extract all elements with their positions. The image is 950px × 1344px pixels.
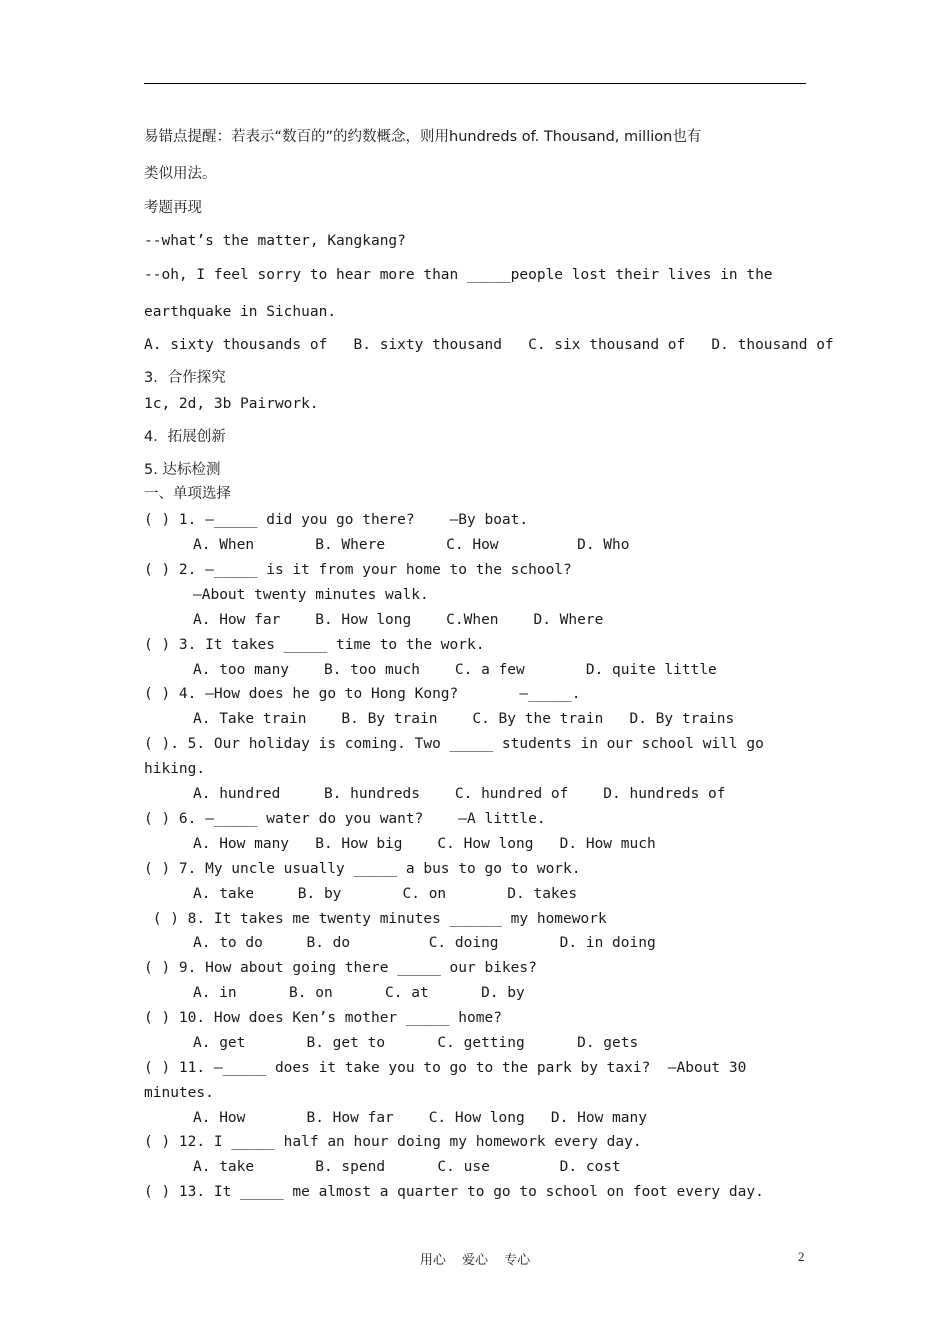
section-5-heading: 5. 达标检测 [144,462,221,478]
tip-line: 易错点提醒：若表示“数百的”的约数概念，则用hundreds of. Thousand, million也有 [144,129,702,145]
question-2: ( ) 2. —_____ is it from your home to the school? [144,562,572,578]
exam-question-b: --oh, I feel sorry to hear more than _____people lost their lives in the [144,267,773,283]
question-9: ( ) 9. How about going there _____ our bikes? [144,960,537,976]
tip-line-2: 类似用法。 [144,166,217,182]
question-10-options: A. get B. get to C. getting D. gets [193,1035,639,1051]
question-11-cont: minutes. [144,1085,214,1101]
question-12: ( ) 12. I _____ half an hour doing my homework every day. [144,1134,642,1150]
section-3-body: 1c, 2d, 3b Pairwork. [144,396,319,412]
question-5-options: A. hundred B. hundreds C. hundred of D. hundreds of [193,786,726,802]
question-3-options: A. too many B. too much C. a few D. quite little [193,662,717,678]
question-1-options: A. When B. Where C. How D. Who [193,537,630,553]
question-7: ( ) 7. My uncle usually _____ a bus to go to work. [144,861,581,877]
page-number: 2 [798,1249,805,1264]
question-5-cont: hiking. [144,761,206,777]
question-7-options: A. take B. by C. on D. takes [193,886,578,902]
footer-word-3: 专心 [504,1253,531,1268]
question-11-options: A. How B. How far C. How long D. How many [193,1110,647,1126]
question-3: ( ) 3. It takes _____ time to the work. [144,637,485,653]
exam-question-c: earthquake in Sichuan. [144,304,337,320]
question-2-answer: —About twenty minutes walk. [193,587,429,603]
exam-options: A. sixty thousands of B. sixty thousand C. six thousand of D. thousand of [144,337,834,353]
header-rule [144,83,806,84]
footer-word-1: 用心 [419,1253,446,1268]
page-footer [0,1249,950,1268]
exam-heading: 考题再现 [144,200,202,216]
question-4-options: A. Take train B. By train C. By the train D. By trains [193,711,735,727]
question-8: ( ) 8. It takes me twenty minutes ______ my homework [144,911,607,927]
footer-word-2: 爱心 [461,1253,488,1268]
question-4: ( ) 4. —How does he go to Hong Kong? —_____. [144,686,581,702]
exam-question-a: --what’s the matter, Kangkang? [144,233,406,249]
question-9-options: A. in B. on C. at D. by [193,985,525,1001]
section-3-heading: 3．合作探究 [144,370,226,386]
question-13: ( ) 13. It _____ me almost a quarter to go to school on foot every day. [144,1184,764,1200]
question-5: ( ). 5. Our holiday is coming. Two _____ students in our school will go [144,736,764,752]
question-12-options: A. take B. spend C. use D. cost [193,1159,621,1175]
question-6: ( ) 6. —_____ water do you want? —A little. [144,811,546,827]
question-1: ( ) 1. —_____ did you go there? —By boat. [144,512,529,528]
question-10: ( ) 10. How does Ken’s mother _____ home? [144,1010,502,1026]
question-8-options: A. to do B. do C. doing D. in doing [193,935,656,951]
section-5-subheading: 一、单项选择 [144,486,231,502]
question-11: ( ) 11. —_____ does it take you to go to the park by taxi? —About 30 [144,1060,747,1076]
question-2-options: A. How far B. How long C.When D. Where [193,612,604,628]
section-4-heading: 4．拓展创新 [144,429,226,445]
question-6-options: A. How many B. How big C. How long D. How much [193,836,656,852]
